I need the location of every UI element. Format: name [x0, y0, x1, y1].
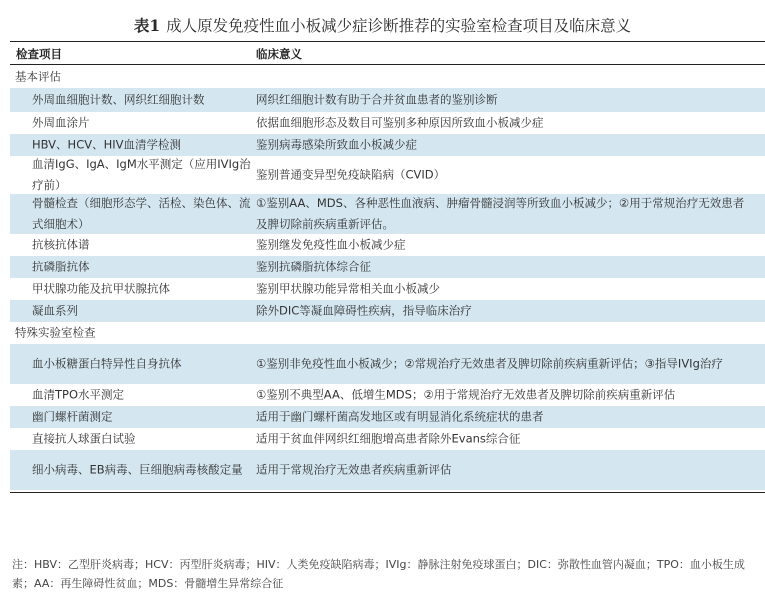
meaning-cell: ①鉴别不典型AA、低增生MDS；②用于常规治疗无效患者及脾切除前疾病重新评估 — [256, 387, 676, 402]
table-row — [10, 384, 765, 406]
meaning-cell: 鉴别普通变异型免疫缺陷病（CVID） — [256, 167, 446, 182]
item-cell: 幽门螺杆菌测定 — [32, 409, 113, 424]
item-cell: 甲状腺功能及抗甲状腺抗体 — [32, 281, 170, 296]
meaning-cell: 鉴别抗磷脂抗体综合征 — [256, 259, 371, 274]
meaning-cell: 依据血细胞形态及数目可鉴别多种原因所致血小板减少症 — [256, 115, 544, 130]
table-row — [10, 406, 765, 428]
meaning-cell: ①鉴别非免疫性血小板减少；②常规治疗无效患者及脾切除前疾病重新评估；③指导IVIg治疗 — [256, 356, 723, 371]
item-cell: 外周血细胞计数、网织红细胞计数 — [32, 92, 205, 107]
table-group-row — [10, 66, 765, 88]
header-item: 检查项目 — [16, 47, 62, 61]
table-title — [0, 14, 765, 36]
table-number: 表1 — [133, 16, 161, 35]
table-row — [10, 278, 765, 300]
group-label: 基本评估 — [15, 69, 61, 84]
meaning-cell: 鉴别病毒感染所致血小板减少症 — [256, 137, 417, 152]
table-row — [10, 194, 765, 234]
meaning-cell: 鉴别甲状腺功能异常相关血小板减少 — [256, 281, 440, 296]
item-cell: 血清TPO水平测定 — [32, 387, 125, 402]
table-row — [10, 344, 765, 384]
item-cell: 凝血系列 — [32, 303, 78, 318]
table-body — [10, 66, 765, 490]
table-group-row — [10, 322, 765, 344]
table-row — [10, 134, 765, 156]
item-cell: 血清IgG、IgA、IgM水平测定（应用IVIg治疗前） — [32, 157, 251, 192]
meaning-cell: 除外DIC等凝血障碍性疾病，指导临床治疗 — [256, 303, 472, 318]
table-row — [10, 428, 765, 450]
meaning-cell: 适用于幽门螺杆菌高发地区或有明显消化系统症状的患者 — [256, 409, 544, 424]
item-cell: 抗磷脂抗体 — [32, 259, 90, 274]
item-cell: 血小板糖蛋白特异性自身抗体 — [32, 356, 182, 371]
item-cell: 外周血涂片 — [32, 115, 90, 130]
meaning-cell: 适用于常规治疗无效患者疾病重新评估 — [256, 462, 452, 477]
table-row — [10, 156, 765, 194]
table-row — [10, 450, 765, 490]
header-meaning: 临床意义 — [256, 47, 302, 61]
item-cell: 细小病毒、EB病毒、巨细胞病毒核酸定量 — [32, 462, 243, 477]
table-row — [10, 88, 765, 112]
table-footnote: 注：HBV：乙型肝炎病毒；HCV：丙型肝炎病毒；HIV：人类免疫缺陷病毒；IVIg：静脉注射免疫球蛋白；DIC：弥散性血管内凝血；TPO：血小板生成素；AA：再生障碍性贫血；MDS：骨髓增生异常综合征 — [12, 558, 745, 590]
item-cell: 抗核抗体谱 — [32, 237, 90, 252]
table-row — [10, 112, 765, 134]
group-label: 特殊实验室检查 — [15, 325, 96, 340]
header-rule — [10, 64, 765, 65]
table-row — [10, 256, 765, 278]
table-caption: 成人原发免疫性血小板减少症诊断推荐的实验室检查项目及临床意义 — [166, 17, 632, 35]
table-row — [10, 300, 765, 322]
item-cell: 直接抗人球蛋白试验 — [32, 431, 136, 446]
item-cell: 骨髓检查（细胞形态学、活检、染色体、流式细胞术） — [32, 196, 251, 231]
bottom-rule — [10, 492, 765, 493]
table-header — [10, 42, 765, 64]
meaning-cell: ①鉴别AA、MDS、各种恶性血液病、肿瘤骨髓浸润等所致血小板减少；②用于常规治疗无效患者及脾切除前疾病重新评估。 — [256, 196, 745, 231]
meaning-cell: 适用于贫血伴网织红细胞增高患者除外Evans综合征 — [256, 431, 521, 446]
table-row — [10, 234, 765, 256]
meaning-cell: 鉴别继发免疫性血小板减少症 — [256, 237, 406, 252]
meaning-cell: 网织红细胞计数有助于合并贫血患者的鉴别诊断 — [256, 92, 498, 107]
item-cell: HBV、HCV、HIV血清学检测 — [32, 137, 181, 152]
